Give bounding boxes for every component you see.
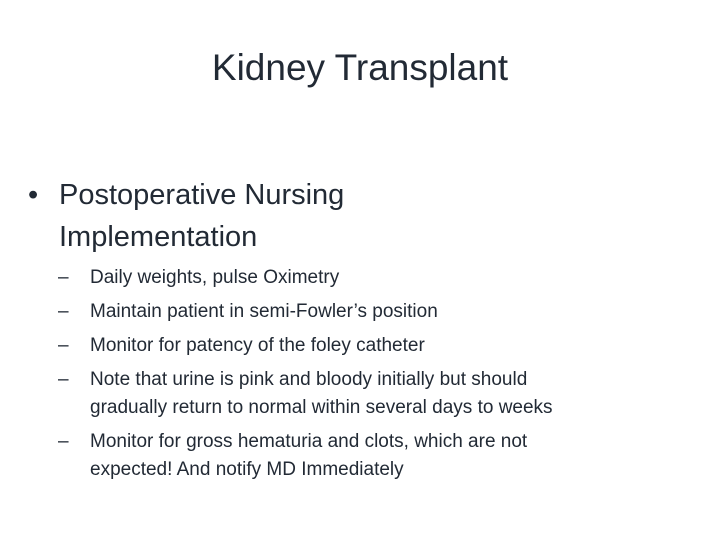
sub-bullet-item: [58, 428, 658, 484]
sub-bullet-text: Monitor for gross hematuria and clots, which are not expected! And notify MD Immediately: [90, 431, 528, 480]
dash-icon: –: [58, 301, 69, 322]
dash-icon: –: [58, 431, 69, 452]
sub-bullet-item: [58, 298, 658, 326]
dash-icon: –: [58, 369, 69, 390]
sub-bullet-text: Note that urine is pink and bloody initially but should gradually return to normal within several days to weeks: [90, 369, 553, 418]
sub-bullet-item: [58, 366, 658, 422]
dash-icon: –: [58, 267, 69, 288]
sub-bullet-text: Daily weights, pulse Oximetry: [90, 267, 340, 288]
sub-bullet-text: Monitor for patency of the foley catheter: [90, 335, 425, 356]
sub-bullet-text: Maintain patient in semi-Fowler’s position: [90, 301, 438, 322]
bullet-icon: •: [28, 179, 39, 211]
sub-bullet-item: [58, 332, 658, 360]
sub-bullet-item: [58, 264, 658, 292]
dash-icon: –: [58, 335, 69, 356]
slide-title: Kidney Transplant: [211, 47, 509, 88]
main-bullet: [28, 174, 428, 258]
main-bullet-text: Postoperative Nursing Implementation: [59, 179, 345, 253]
sub-bullet-list: [58, 264, 658, 490]
